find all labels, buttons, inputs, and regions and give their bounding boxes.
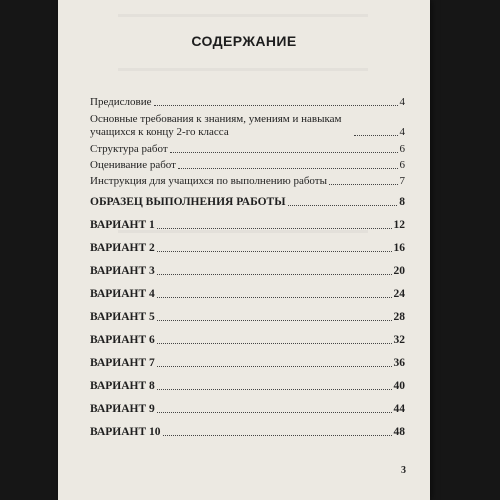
toc-entry-page: 36 — [393, 357, 405, 369]
leader-dots — [157, 273, 392, 275]
toc-entry-label: Предисловие — [90, 96, 152, 108]
leader-dots — [154, 104, 398, 106]
toc-entry-page: 40 — [393, 380, 405, 392]
toc-entry-label: Основные требования к знаниям, умениям и навыкам учащихся к концу 2-го класса — [90, 113, 342, 138]
toc-variant-entry — [90, 219, 405, 232]
leader-dots — [288, 204, 398, 206]
leader-dots — [157, 411, 392, 413]
toc-variant-entry — [90, 334, 405, 347]
toc-entry-label: ОБРАЗЕЦ ВЫПОЛНЕНИЯ РАБОТЫ — [90, 196, 286, 208]
leader-dots — [157, 319, 392, 321]
toc-entry-page: 7 — [399, 175, 405, 187]
bleed-through-line — [118, 68, 368, 71]
toc-entry-page: 4 — [399, 96, 405, 108]
toc-entry-page: 16 — [393, 242, 405, 254]
page-number: 3 — [401, 465, 406, 476]
toc-variant-entry — [90, 403, 405, 416]
toc-entry-page: 24 — [393, 288, 405, 300]
toc-variant-entry — [90, 242, 405, 255]
leader-dots — [163, 434, 392, 436]
toc-entry-label: ВАРИАНТ 5 — [90, 311, 155, 323]
toc-entry-page: 8 — [399, 196, 405, 208]
toc-variant-entry — [90, 196, 405, 209]
leader-dots — [178, 167, 398, 169]
leader-dots — [170, 151, 398, 153]
leader-dots — [157, 250, 392, 252]
toc-entry-label: ВАРИАНТ 3 — [90, 265, 155, 277]
toc-entry — [90, 175, 405, 188]
toc-entry-label: ВАРИАНТ 7 — [90, 357, 155, 369]
leader-dots — [329, 183, 398, 185]
toc-entry-label: ВАРИАНТ 2 — [90, 242, 155, 254]
leader-dots — [157, 388, 392, 390]
leader-dots — [157, 227, 392, 229]
document-page — [58, 0, 430, 500]
toc-entry — [90, 96, 405, 109]
toc-entry — [90, 113, 405, 139]
toc-entry-page: 32 — [393, 334, 405, 346]
toc-entry-label: ВАРИАНТ 4 — [90, 288, 155, 300]
bleed-through-line — [118, 14, 368, 17]
toc-entry — [90, 143, 405, 156]
toc-entry-label: Оценивание работ — [90, 159, 176, 171]
leader-dots — [157, 365, 392, 367]
toc-entry-page: 6 — [399, 143, 405, 155]
toc-entry — [90, 159, 405, 172]
toc-entry-label: Инструкция для учащихся по выполнению работы — [90, 175, 327, 187]
toc-entry-label: Структура работ — [90, 143, 168, 155]
toc-entry-page: 4 — [399, 126, 405, 138]
toc-variant-entry — [90, 288, 405, 301]
toc-variant-entry — [90, 311, 405, 324]
toc-entry-page: 48 — [393, 426, 405, 438]
toc-entry-page: 20 — [393, 265, 405, 277]
page-title: СОДЕРЖАНИЕ — [191, 33, 297, 49]
toc-entry-page: 12 — [393, 219, 405, 231]
leader-dots — [157, 296, 392, 298]
toc-entry-label: ВАРИАНТ 10 — [90, 426, 161, 438]
toc-entry-label: ВАРИАНТ 6 — [90, 334, 155, 346]
toc-variant-entry — [90, 357, 405, 370]
toc-entry-label: ВАРИАНТ 1 — [90, 219, 155, 231]
toc-entry-page: 44 — [393, 403, 405, 415]
toc-entry-label: ВАРИАНТ 8 — [90, 380, 155, 392]
toc-variant-entry — [90, 380, 405, 393]
toc-variant-entry — [90, 265, 405, 278]
toc-entry-page: 28 — [393, 311, 405, 323]
toc-entry-label: ВАРИАНТ 9 — [90, 403, 155, 415]
leader-dots — [354, 134, 398, 136]
leader-dots — [157, 342, 392, 344]
toc-entry-page: 6 — [399, 159, 405, 171]
toc-variant-entry — [90, 426, 405, 439]
